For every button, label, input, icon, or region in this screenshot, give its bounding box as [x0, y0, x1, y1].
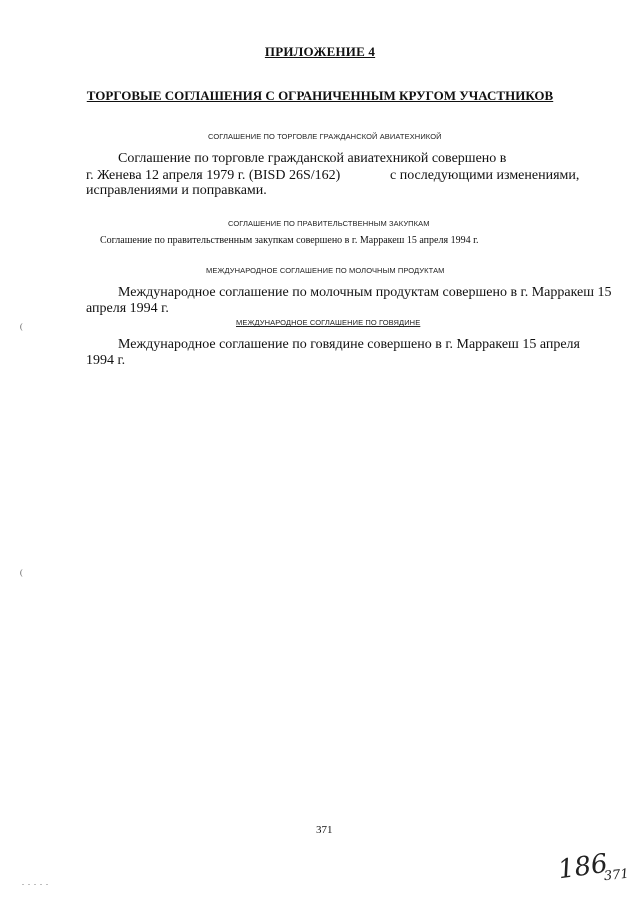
page-number: 371 [316, 824, 333, 836]
annex-title: ПРИЛОЖЕНИЕ 4 [264, 44, 376, 59]
scan-mark: ( [20, 568, 23, 577]
section-dairy-line1: Международное соглашение по молочным продуктам совершено в г. Марракеш 15 [118, 285, 612, 300]
section-heading-dairy: МЕЖДУНАРОДНОЕ СОГЛАШЕНИЕ ПО МОЛОЧНЫМ ПРОДУКТАМ [206, 266, 445, 275]
handwritten-number: 186 [556, 848, 610, 886]
section-aviation-line1: Соглашение по торговле гражданской авиатехникой совершено в [118, 151, 507, 166]
section-heading-procurement: СОГЛАШЕНИЕ ПО ПРАВИТЕЛЬСТВЕННЫМ ЗАКУПКАМ [228, 219, 430, 228]
section-aviation-line2a: г. Женева 12 апреля 1979 г. (BISD 26S/162) [86, 168, 341, 183]
section-aviation-line2b: с последующими изменениями, [390, 168, 580, 183]
section-aviation-line3: исправлениями и поправками. [86, 183, 267, 198]
section-beef-line1: Международное соглашение по говядине совершено в г. Марракеш 15 апреля [118, 337, 580, 352]
section-heading-aviation: СОГЛАШЕНИЕ ПО ТОРГОВЛЕ ГРАЖДАНСКОЙ АВИАТЕХНИКОЙ [208, 132, 442, 141]
section-dairy-line2: апреля 1994 г. [86, 301, 169, 316]
stamp-number: 371 [603, 866, 630, 885]
section-procurement-line1: Соглашение по правительственным закупкам совершено в г. Марракеш 15 апреля 1994 г. [100, 235, 479, 246]
section-beef-line2: 1994 г. [86, 353, 126, 368]
scan-mark: ( [20, 322, 23, 331]
main-title: ТОРГОВЫЕ СОГЛАШЕНИЯ С ОГРАНИЧЕННЫМ КРУГОМ УЧАСТНИКОВ [86, 88, 554, 103]
scan-mark: ..... [22, 878, 52, 887]
section-heading-beef: МЕЖДУНАРОДНОЕ СОГЛАШЕНИЕ ПО ГОВЯДИНЕ [236, 318, 421, 327]
